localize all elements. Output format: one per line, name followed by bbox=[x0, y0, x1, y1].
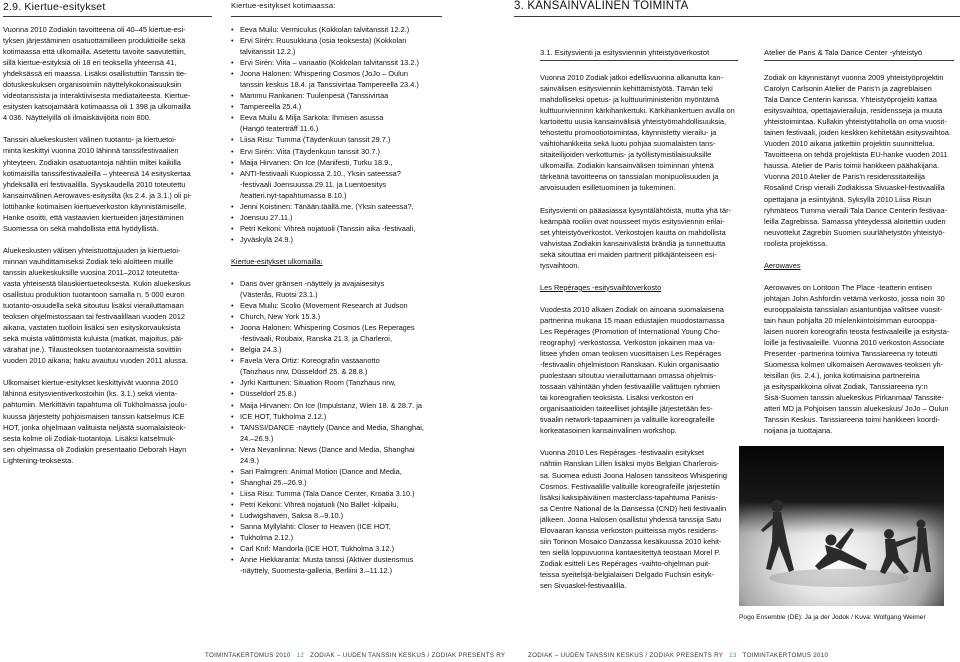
col3-line: ten siellä loppuvuonna kantaesitettyä teostaan Morel P. bbox=[540, 547, 721, 557]
body-column-1 bbox=[3, 24, 215, 466]
tour-list-line: • Liisa Risu: Tumma (Tala Dance Center, Kroatia 3.10.) bbox=[240, 488, 446, 499]
col3-line: sa Centre National de la Dansessa (CND) heti festivaalin bbox=[540, 503, 727, 513]
subsection-title: Aerowaves bbox=[764, 260, 801, 270]
col4-line: johtajan John Ashfordin vetämä verkosto, jossa noin 30 bbox=[764, 293, 945, 303]
col1-line: minta keskittyi vuonna 2010 lähinnä tanssifestivaalien bbox=[3, 146, 179, 156]
col3-line: organisaatioiden taiteelliset johtajille järjestetään fes- bbox=[540, 404, 713, 414]
col4-line: Suomessa kolmen ulkomaisen Aerowaves-teoksen yh- bbox=[764, 360, 944, 370]
tour-list-line: • Shanghai 25.–26.9.) bbox=[240, 477, 446, 488]
tour-list-line: • Joona Halonen: Whispering Cosmos (Les Reperages bbox=[240, 322, 446, 333]
col3-line: sen Sivuaskel-festivaalilla. bbox=[540, 580, 627, 590]
col3-line: Elovaaran kanssa verkoston puitteissa myös residens- bbox=[540, 525, 719, 535]
col4-line: tain haun pohjalta 20 mielenkiintoisimman eurooppa- bbox=[764, 315, 937, 325]
tour-list-line: • Düsseldorf 25.8.) bbox=[240, 388, 446, 399]
tour-list-line: • Petri Kekoni: Vihreä nojatuoli (No Ballet -kilpailu, bbox=[240, 499, 446, 510]
col3-line: puolestaan sitoutuu vierailuttamaan omassa ohjelmis- bbox=[540, 371, 716, 381]
tour-list-line: • Joensuu 27.11.) bbox=[240, 212, 446, 223]
col1-line: Suomessa on sekä mahdollista että hyödyllistä. bbox=[3, 223, 159, 233]
subheading-3-1: 3.1. Esitysvienti ja esitysviennin yhteistyöverkostot bbox=[540, 48, 710, 57]
col3-line: vaihtohankkeita sekä luotu pohjaa suomalaisten tans- bbox=[540, 139, 716, 149]
footer-right-text: TOIMINTAKERTOMUS 2010 bbox=[742, 652, 829, 659]
section-heading-2-9: 2.9. Kiertue-esitykset bbox=[3, 1, 106, 13]
col3-line: Cosmos. Festivaalille valituille koreografeille järjestetiin bbox=[540, 481, 720, 491]
col1-line: 4 036. Näyttelyillä oli ilmaiskävijöitä noin 800. bbox=[3, 113, 151, 123]
col3-line: reography) -verkostossa. Verkoston jokainen maa va- bbox=[540, 337, 715, 347]
paragraph-gap bbox=[540, 271, 745, 282]
col3-line: siin Torinon Mosaico Danzassa kesäkuussa 2010 kehit- bbox=[540, 536, 722, 546]
tour-list-line: • Jenni Koistinen: Tänään.täällä.me. (Yksin sateessa?, bbox=[240, 201, 446, 212]
col1-line: aikana, vastaten tuolloin lisäksi sen esityskorvauksista bbox=[3, 323, 181, 333]
col3-line: -festivaalin ohjelmistoon Ranskaan. Kukin organisaatio bbox=[540, 360, 720, 370]
col3-line: Vuonna 2010 Zodiak jatkoi edellisvuonna alkanutta kan- bbox=[540, 73, 723, 82]
paragraph-gap bbox=[3, 366, 215, 377]
tour-list-line: • Jyväskylä 24.9.) bbox=[240, 234, 446, 245]
col4-line: Presenter -partnerina toimiva Tanssiareena ry toteutti bbox=[764, 349, 938, 359]
tour-list-line: • ANTI-festivaali Kuopiossa 2.10., Yksin sateessa? bbox=[240, 168, 446, 179]
tour-list-line: (Tanzhaus nrw, Düsseldorf 25. & 28.8.) bbox=[240, 367, 368, 377]
col4-line: teisillan (ks. 2.4.), jonka kotimaisina partnereina bbox=[764, 371, 920, 381]
col4-line: neuvottelut Zagrebin Suomen suurlähetystön yhteistyö- bbox=[764, 227, 945, 237]
col1-line: sesta kolme oli Zodiak-tuotantoja. Lisäksi katselmuk- bbox=[3, 433, 176, 443]
col4-line: roolista projektissa. bbox=[764, 238, 828, 248]
tour-list-line: • Tampereella 25.4.) bbox=[240, 101, 446, 112]
col1-line: pahtumiin. Merkittävin tapahtuma oli Tukholmassa joulu- bbox=[3, 400, 188, 410]
dance-performance-photo bbox=[739, 446, 944, 606]
tour-list-line: • Carl Knif: Mandorla (ICE HOT, Tukholma 3.12.) bbox=[240, 543, 446, 554]
col4-line: laisen nuoren koreografin teosta festivaaleille ja esitysta- bbox=[764, 326, 950, 336]
col1-line: kotimaisilla tanssifestivaaleilla – yhteensä 14 esityskertaa bbox=[3, 168, 191, 178]
paragraph-gap bbox=[540, 436, 745, 447]
col3-line: Les Repérages (Promotion of International Young Cho- bbox=[540, 326, 720, 336]
col3-line: tossaan vähintään yhden festivaalille valittujen ryhmien bbox=[540, 382, 720, 392]
col3-line: sainvälisen esitysviennin kehittämistyötä. Tämän teki bbox=[540, 84, 713, 94]
subheading-rule-3-1 bbox=[540, 60, 738, 61]
tour-list-line: • Dans över gränsen -näyttely ja avajaisesitys bbox=[240, 278, 446, 289]
col1-line: tanssin aluekeskuksille vuosina 2011–2012 toteutetta- bbox=[3, 267, 180, 277]
col1-line: minnan vauhdittamiseksi Zodiak teki aloitteen muille bbox=[3, 256, 174, 266]
col1-line: kuussa järjestetty pohjoismaisen tanssin katselmus ICE bbox=[3, 411, 185, 421]
tour-list-line: • Ervi Sirén: Viita – variaatio (Kokkolan talvitanssit 13.2.) bbox=[240, 57, 446, 68]
tour-list-line: /teatteri.nyt-tapahtumassa 8.10.) bbox=[240, 190, 347, 200]
page-number-right: 13 bbox=[729, 652, 737, 659]
col3-line: mahdolliseksi opetus- ja kulttuuriministeriön myöntämä bbox=[540, 95, 720, 105]
tour-list-line: • Sanna Myllylahti: Closer to Heaven (ICE HOT, bbox=[240, 521, 446, 532]
tour-list-line: • TANSSI/DANCE -näyttely (Dance and Media, Shanghai, bbox=[240, 422, 446, 433]
dance-photo-image bbox=[739, 446, 944, 606]
tour-list-line: (Hangö teatertráff 11.6.) bbox=[240, 124, 319, 134]
col1-line: osallistuu produktion tuotantoon samalla n. 5 000 euron bbox=[3, 290, 185, 300]
tour-list-line: • Petri Kekoni: Vihreä nojatuoli (Tanssin aika -festivaali, bbox=[240, 223, 446, 234]
col1-line: Tanssin aluekeskusten välinen tuotanto- ja kiertuetoi- bbox=[3, 135, 177, 145]
col3-line: litsee yhden oman teoksen vuosittaisen Les Repérages bbox=[540, 349, 722, 359]
tour-list-line: 24.–26.9.) bbox=[240, 433, 274, 443]
col3-line: vahvistaa Zodiakin kansainvälistä brändiä ja tunnettuutta bbox=[540, 238, 726, 248]
col4-line: Zodiak on käynnistänyt vuonna 2009 yhteistyöprojektin bbox=[764, 73, 944, 82]
col3-line: tivaalin network-tapaaminen ja valituille koreografeille bbox=[540, 415, 715, 425]
col4-line: esitysvaihtoa, opettajavierailuja, residensseja ja muuta bbox=[764, 106, 943, 116]
tour-list-line: • Maija Hirvanen: On Ice (Manifesti, Turku 18.9., bbox=[240, 157, 446, 168]
col3-line: teissa syeitelsjä-belgialaisen Delgado Fuchsin esityk- bbox=[540, 569, 715, 579]
col4-line: Carolyn Carlsonin Atelier de Paris'n ja zagreblaisen bbox=[764, 84, 932, 94]
col1-line: sillä kiertue-esityksiä oli 18 eri teoksella yhteensä 41, bbox=[3, 58, 177, 68]
col3-line: nähtiin Ranskan Lillen lisäksi myös Belgian Charlerois- bbox=[540, 459, 720, 469]
col1-line: värahat jne.). Tilausteoksen tuotantoraameista sovittiin bbox=[3, 345, 182, 355]
col3-line: tehostettu promootiotoimintaa, käynnistetty vierailu- ja bbox=[540, 128, 717, 138]
col4-line: Rosalind Crisp vieraili Zodiakissa Sivuaskel-festivaalilla bbox=[764, 183, 945, 193]
col4-line: Tala Dance Centerin kanssa. Yhteistyöprojekti kattaa bbox=[764, 95, 937, 105]
heading-rule-col2 bbox=[231, 16, 442, 17]
col1-line: yhdeksällä eri festivaalilla. Syyskaudella 2010 toteutettu bbox=[3, 179, 186, 189]
tour-list-line: • Tukholma 2.12.) bbox=[240, 532, 446, 543]
tour-list-line: • Ervi Sirén: Viita (Täydenkuun tanssit 30.7.) bbox=[240, 146, 446, 157]
col1-line: Lightening-teoksesta. bbox=[3, 455, 74, 465]
col1-line: teoksen ohjelmistossaan tai festivaalillaan vuoden 2012 bbox=[3, 312, 186, 322]
col1-line: videotanssista ja interaktiivisesta mediataiteesta. Kiertue- bbox=[3, 91, 191, 101]
tour-list-line: • Maija Hirvanen: On Ice (Impulstanz, Wien 18. & 28.7. ja bbox=[240, 400, 446, 411]
col3-line: korkeatasoinen kansainvälinen workshop. bbox=[540, 426, 677, 436]
tour-list-line: • Liisa Risu: Tumma (Täydenkuun tanssit 29.7.) bbox=[240, 134, 446, 145]
tour-list-line: • Jyrki Karttunen: Situation Room (Tanzhaus nrw, bbox=[240, 377, 446, 388]
column-2-title: Kiertue-esitykset kotimaassa: bbox=[231, 1, 336, 10]
col4-line: ja esityspaikkoina olivat Zodiak, Tanssiareena ry:n bbox=[764, 382, 928, 392]
tour-list-line: • Ludwigshaven, Saksa 8.–9.10.) bbox=[240, 510, 446, 521]
col3-line: Esitysvienti on pääasiassa kysyntälähtöistä, mutta yhä tär- bbox=[540, 205, 732, 215]
tour-list-line: • Belgia 24.3.) bbox=[240, 344, 446, 355]
domestic-tour-list bbox=[231, 24, 446, 245]
paragraph-gap bbox=[764, 271, 960, 282]
col1-line: tuotanto-osuudella sekä sitoutuu lisäksi vierailuttamaan bbox=[3, 301, 184, 311]
tour-list-line: • Eeva Muilu & Milja Sarkola: Ihmisen asussa bbox=[240, 112, 446, 123]
col3-line: keämpää rooliin ovat nousseet myös esitysviennin erilai- bbox=[540, 216, 725, 226]
tour-list-line: • Anne Hiekkaranta: Musta tanssi (Aktiver dusterismus bbox=[240, 554, 446, 565]
body-column-4 bbox=[764, 72, 960, 436]
col3-line: lisäksi kaksipäiväinen masterclass-tapahtuma Pariisis- bbox=[540, 492, 718, 502]
tour-list-line: • Favela Vera Ortiz: Koreografin vastaanotto bbox=[240, 355, 446, 366]
footer-left-text: TOIMINTAKERTOMUS 2010 bbox=[205, 652, 291, 659]
col4-line: Tanssin Keskus. Tanssiareena toimi hankkeen koordi- bbox=[764, 415, 940, 425]
col3-line: tärkeänä tavoitteena on tanssialan monipuolisuuden ja bbox=[540, 172, 719, 182]
col4-line: Vuoden 2010 aikana jatkettiin projektin suunnittelua. bbox=[764, 139, 935, 149]
col3-line: sekä sitouttaa eri maiden partnerit pitkäjänteiseen esi- bbox=[540, 249, 717, 259]
subsection-title: Les Repérages -esitysvaihtoverkosto bbox=[540, 282, 662, 292]
abroad-title: Kiertue-esitykset ulkomailla: bbox=[231, 256, 323, 266]
tour-list-line: • Ervi Sirén: Ruusukkuna (osia teoksesta) (Kokkolan bbox=[240, 35, 446, 46]
body-column-2 bbox=[231, 24, 446, 576]
col3-line: sitaiteilijoiden verkottumis- ja työllistymistilaisuuksille bbox=[540, 150, 712, 160]
col3-line: Zodiak esitteli Les Repérages -vaihto-ohjelman puit- bbox=[540, 558, 711, 568]
tour-list-line: (Västerås, Ruotsi 23.1.) bbox=[240, 290, 318, 300]
col3-line: Vuodesta 2010 alkaen Zodiak on ainoana suomalaisena bbox=[540, 304, 724, 314]
tour-list-line: • Vera Nevanlinna: News (Dance and Media, Shanghai bbox=[240, 444, 446, 455]
tour-list-line: talvitanssit 12.2.) bbox=[240, 47, 296, 57]
col4-line: eurooppalaista tanssialan asiantuntijaa valitsee vuosit- bbox=[764, 304, 943, 314]
col1-line: yhdeksässä eri maassa. Lisäksi osallistuttiin Tanssin tie- bbox=[3, 69, 187, 79]
col1-line: yhteyteen. Zodiakin osatuotantoja nähtiin miltei kaikilla bbox=[3, 157, 181, 167]
tour-list-line: • Joona Halonen: Whispering Cosmos (JoJo – Oulun bbox=[240, 68, 446, 79]
col3-line: tai koreografien teoksista. Lisäksi verkoston eri bbox=[540, 393, 694, 403]
col4-line: haussa. Atelier de Paris toimii hankkeen päähakijana. bbox=[764, 161, 940, 171]
col4-line: opettajana ja esiintyjänä. Syksyllä 2010 Liisa Risun bbox=[764, 194, 932, 204]
col3-line: kartoitettu uusia kansainvälisiä yhteistyömahdollisuuksia, bbox=[540, 117, 727, 127]
col1-line: dotuskeskuksen organisoimiin näyttelykokonaisuuksiin bbox=[3, 80, 182, 90]
col1-line: Hanke osoitti, että vastaavien kiertueiden järjestäminen bbox=[3, 212, 184, 222]
col1-line: Ulkomaiset kiertue-esitykset keskittyivät vuonna 2010 bbox=[3, 378, 178, 388]
col3-line: jälkeen. Joona Halosen osallistui yhdessä tanssija Satu bbox=[540, 514, 722, 524]
abroad-tour-list bbox=[231, 278, 446, 576]
col3-line: partnerina mukana 15 maan edustajien muodostamassa bbox=[540, 315, 725, 325]
col1-line: kansainvälinen Aerowaves-esitysilta (ks 2.4. ja 3.1.) oli pi- bbox=[3, 190, 192, 200]
col4-line: Aerowaves on Lontoon The Place -teatterin entisen bbox=[764, 282, 932, 292]
subheading-rule-atelier bbox=[764, 60, 954, 61]
paragraph-gap bbox=[540, 194, 745, 205]
footer-right-org: ZODIAK – UUDEN TANSSIN KESKUS / ZODIAK PRESENTS RY bbox=[528, 652, 724, 659]
tour-list-line: -festivaali Joensuussa 29.11. ja Luentoesitys bbox=[240, 179, 387, 189]
paragraph-gap bbox=[764, 249, 960, 260]
heading-rule-right bbox=[514, 16, 960, 17]
col3-line: ulkomailla. Zodiakin kansainvälisen toiminnan yhtenä bbox=[540, 161, 714, 171]
col4-line: ryhmäteos Tumma vieraili Tala Dance Centerin festivaa- bbox=[764, 205, 948, 215]
paragraph-gap bbox=[3, 123, 215, 134]
body-column-3 bbox=[540, 72, 745, 591]
col1-line: tyksen järjestäminen osatuottamilleen produktioille sekä bbox=[3, 36, 186, 46]
col3-line: Vuonna 2010 Les Repérages -festivaalin esitykset bbox=[540, 448, 705, 458]
tour-list-line: tanssin keskus 18.4. ja Tanssivirtaa Tampereella 23.4.) bbox=[240, 80, 419, 90]
paragraph-gap bbox=[3, 234, 215, 245]
heading-rule-left bbox=[3, 16, 212, 17]
col1-line: sekä muista välittömistä kuluista (matkat, majoitus, päi- bbox=[3, 334, 184, 344]
col3-line: kulttuurivienninn kärkihankertuki. Kärkihankertuen avulla on bbox=[540, 106, 735, 116]
col3-line: arvoisuuden esilletuominen ja tukeminen. bbox=[540, 183, 676, 193]
paragraph-gap bbox=[540, 293, 745, 304]
subheading-atelier: Atelier de Paris & Tala Dance Center -yhteistyö bbox=[764, 48, 923, 57]
photo-caption: Pogo Ensemble (DE): Ja ja der Jodok / Kuva: Wolfgang Weimer bbox=[739, 614, 926, 621]
col1-line: kotimaassa että ulkomailla. Asetettu tavoite saavutettiin, bbox=[3, 47, 186, 57]
col4-line: yhteistoimintaa. Kullakin yhteistyötaholla on oma vuosit- bbox=[764, 117, 947, 127]
tour-list-line: • ICE HOT, Tukholma 2.12.) bbox=[240, 411, 446, 422]
tour-list-line: -näyttely, Suomesta-galleria, Berliini 3.–11.12.) bbox=[240, 566, 393, 576]
col1-line: esitysten katsojamäärä kotimaassa oli 1 398 ja ulkomailla bbox=[3, 102, 191, 112]
col3-line: tysvaihtoon. bbox=[540, 260, 580, 270]
col1-line: sen ohjelmassa oli Zodiakin presentaatio Deborah Hayn bbox=[3, 444, 187, 454]
col1-line: Aluekeskusten välisen yhteistuottajuuden ja kiertuetoi- bbox=[3, 245, 181, 255]
col3-line: set yhteistyöverkostot. Verkostojen kautta on mahdollista bbox=[540, 227, 726, 237]
footer-right bbox=[528, 652, 828, 659]
col4-line: Vuonna 2010 Atelier de Paris'n residenssitaiteilija bbox=[764, 172, 925, 182]
tour-list-line: • Mammu Rankanen: Tuulenpesä (Tanssivirtaa bbox=[240, 90, 446, 101]
col4-line: atteri MD ja Pohjoisen tanssin aluekeskus/ JoJo – Oulun bbox=[764, 404, 949, 414]
chapter-heading-3: 3. KANSAINVÄLINEN TOIMINTA bbox=[514, 0, 689, 12]
footer-left-org: ZODIAK – UUDEN TANSSIN KESKUS / ZODIAK PRESENTS RY bbox=[310, 652, 506, 659]
col1-line: Vuonna 2010 Zodiakin tavoitteena oli 40–45 kiertue-esi- bbox=[3, 25, 186, 34]
col1-line: vuoden 2010 aikana; haku avautuu vuoden 2011 alussa. bbox=[3, 356, 188, 366]
tour-list-line: -festivaali, Roubaix, Ranska 21.3. ja Charleroi, bbox=[240, 334, 392, 344]
col4-line: leilla Zagrebissa. Samassa yhteydessä aloitettiin uuden bbox=[764, 216, 946, 226]
tour-list-line: • Eeva Muilu: Vermiculus (Kokkolan talvitanssit 12.2.) bbox=[240, 24, 446, 35]
col1-line: HOT, jonka ohjelmaan valituista neljästä suomalaisteok- bbox=[3, 422, 186, 432]
col1-line: lähinnä esitysvientiverkostoihin (ks. 3.1.) sekä vienta- bbox=[3, 389, 178, 399]
tour-list-line: 24.9.) bbox=[240, 455, 259, 465]
page-number-left: 12 bbox=[296, 652, 305, 659]
tour-list-line: • Church, New York 15.3.) bbox=[240, 311, 446, 322]
col4-line: loille ja festivaaleille. Vuonna 2010 verkoston Associate bbox=[764, 338, 945, 348]
col1-line: vasta yhteisestä tilauskiertueteoksesta. Kukin aluekeskus bbox=[3, 278, 191, 288]
col1-line: lottihanke kotimaisen kiertueverkoston käynnistämiselle. bbox=[3, 201, 187, 211]
col4-line: Sisä-Suomen tanssin aluekeskus Pirkanmaa/ Tanssite- bbox=[764, 393, 944, 403]
tour-list-line: • Eeva Muilu: Scolio (Movement Research at Judson bbox=[240, 300, 446, 311]
footer-left bbox=[205, 652, 505, 659]
col4-line: Tavoitteena on tehdä projektista EU-hanke vuoden 2011 bbox=[764, 150, 948, 160]
col4-line: noijana ja tuottajana. bbox=[764, 426, 833, 436]
tour-list-line: • Sari Palmgren: Animal Motion (Dance and Media, bbox=[240, 466, 446, 477]
col3-line: sa. Suomea edusti Joona Halosen tanssiteos Whispering bbox=[540, 470, 727, 480]
col4-line: tainen festivaali, joiden keskken kehitetään esitysvaihtoa. bbox=[764, 128, 951, 138]
